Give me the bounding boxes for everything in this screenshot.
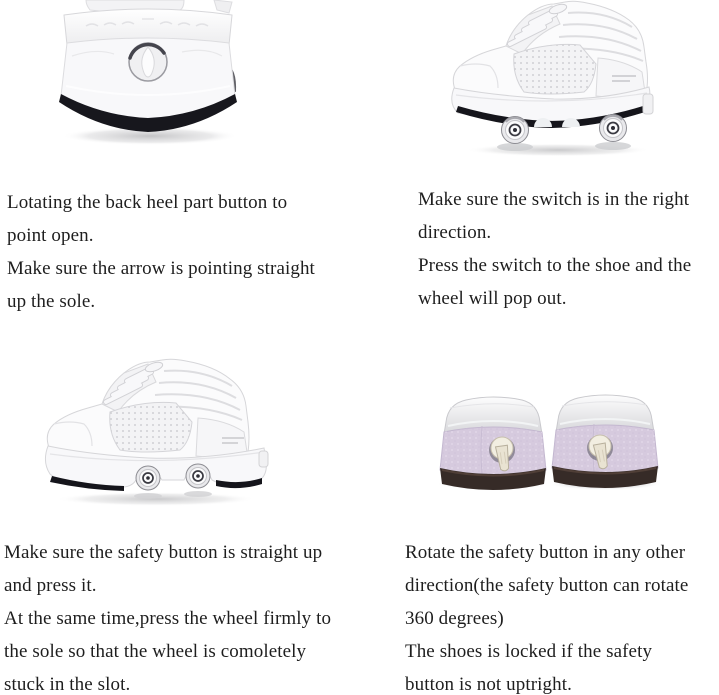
caption-line: button is not uptright. [405,674,572,695]
heel-button [129,43,167,81]
caption-line: Make sure the safety button is straight up [4,542,323,563]
caption-line: point open. [7,225,94,246]
caption-line: wheel will pop out. [418,288,567,309]
caption-line: 360 degrees) [405,608,504,629]
caption-line: direction. [418,222,492,243]
caption-line: Make sure the arrow is pointing straight [7,258,315,279]
caption-line: stuck in the slot. [4,674,131,695]
shoe-wheels-retracted-illustration [36,356,270,518]
caption-step-3 [4,536,331,695]
right-heel [548,395,662,490]
back-wheel [186,464,210,488]
caption-line: Rotate the safety button in any other [405,542,686,563]
photo-heel-button-closeup [56,0,240,148]
photo-shoe-wheels-out [446,0,658,162]
caption-line: direction(the safety button can rotate [405,575,689,596]
photo-heels-safety-buttons [428,386,668,498]
caption-step-4 [405,536,688,695]
caption-line: The shoes is locked if the safety [405,641,653,662]
caption-line: up the sole. [7,291,96,312]
caption-step-2 [418,183,691,315]
heel-closeup-illustration [56,0,240,148]
caption-line: Make sure the switch is in the right [418,189,690,210]
caption-line: and press it. [4,575,97,596]
photo-shoe-wheels-retracted [36,356,270,518]
heels-safety-buttons-illustration [428,386,668,498]
front-wheel [136,466,160,490]
caption-line: At the same time,press the wheel firmly to [4,608,332,629]
caption-line: Lotating the back heel part button to [7,192,288,213]
back-wheel [600,115,627,142]
caption-step-1 [7,186,315,318]
front-wheel [502,117,529,144]
left-heel [436,397,550,490]
caption-line: the sole so that the wheel is comoletely [4,641,307,662]
shoe-wheels-out-illustration [446,0,658,162]
caption-line: Press the switch to the shoe and the [418,255,692,276]
